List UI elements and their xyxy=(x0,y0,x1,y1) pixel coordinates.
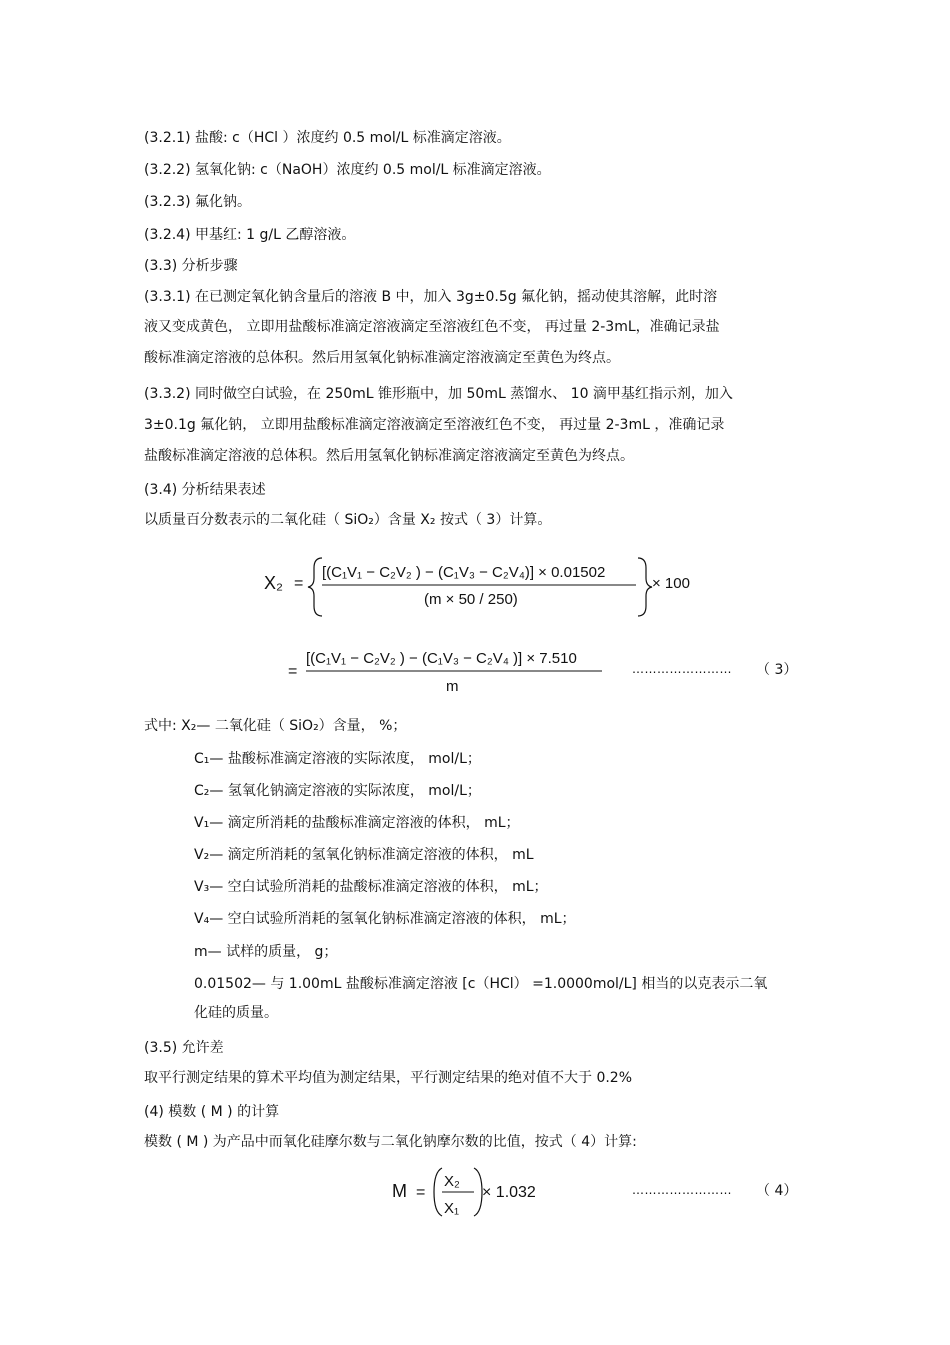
formula-equals: = xyxy=(294,575,304,592)
leader-dots: …………………… xyxy=(632,662,732,676)
formula-numerator: X₂ xyxy=(444,1173,460,1190)
definition-line: V₃— 空白试验所消耗的盐酸标准滴定溶液的体积， mL； xyxy=(194,879,548,895)
text-line: 液又变成黄色， 立即用盐酸标准滴定溶液滴定至溶液红色不变， 再过量 2-3mL，准确记录盐 xyxy=(144,319,720,335)
formula-lhs: X₂ xyxy=(264,573,283,593)
equation-number: （ 3） xyxy=(756,662,798,678)
text-line: 模数 ( M ) 为产品中而氧化硅摩尔数与二氧化钠摩尔数的比值，按式（ 4）计算: xyxy=(144,1134,637,1150)
formula-denominator: (m × 50 / 250) xyxy=(424,591,518,608)
definition-line: V₂— 滴定所消耗的氢氧化钠标准滴定溶液的体积， mL xyxy=(194,847,534,863)
text-line: 酸标准滴定溶液的总体积。然后用氢氧化钠标准滴定溶液滴定至黄色为终点。 xyxy=(144,350,620,366)
formula-denominator-2: m xyxy=(446,678,459,695)
section-heading: (3.4) 分析结果表述 xyxy=(144,482,266,498)
section-heading: (3.3) 分析步骤 xyxy=(144,258,238,274)
formula-numerator-2: [(C₁V₁ − C₂V₂ ) − (C₁V₃ − C₂V₄ )] × 7.510 xyxy=(306,650,577,667)
left-brace xyxy=(308,558,322,616)
right-paren xyxy=(474,1168,482,1216)
formula-equals-2: = xyxy=(288,663,298,680)
definition-line: m— 试样的质量， g； xyxy=(194,944,338,960)
formula-multiplier: × 100 xyxy=(652,575,690,592)
text-line: (3.2.3) 氟化钠。 xyxy=(144,194,251,210)
definition-line: V₄— 空白试验所消耗的氢氧化钠标准滴定溶液的体积， mL； xyxy=(194,911,576,927)
formula-multiplier: × 1.032 xyxy=(482,1184,536,1201)
section-heading: (3.5) 允许差 xyxy=(144,1040,224,1056)
text-line: 盐酸标准滴定溶液的总体积。然后用氢氧化钠标准滴定溶液滴定至黄色为终点。 xyxy=(144,448,634,464)
equation-number: （ 4） xyxy=(756,1183,798,1199)
formula-3 xyxy=(250,550,810,700)
definition-line: 0.01502— 与 1.00mL 盐酸标准滴定溶液 [c（HCl） =1.0000mol/L] 相当的以克表示二氧 xyxy=(194,976,768,992)
text-line: (3.3.1) 在已测定氧化钠含量后的溶液 B 中，加入 3g±0.5g 氟化钠，摇动使其溶解，此时溶 xyxy=(144,289,718,305)
definition-line: 式中: X₂— 二氧化硅（ SiO₂）含量， %； xyxy=(144,718,407,734)
text-line: 以质量百分数表示的二氧化硅（ SiO₂）含量 X₂ 按式（ 3）计算。 xyxy=(144,512,552,528)
definition-line: C₁— 盐酸标准滴定溶液的实际浓度， mol/L； xyxy=(194,751,481,767)
section-heading: (4) 模数 ( M ) 的计算 xyxy=(144,1104,280,1120)
text-line: (3.2.2) 氢氧化钠: c（NaOH）浓度约 0.5 mol/L 标准滴定溶液。 xyxy=(144,162,551,178)
formula-lhs: M xyxy=(392,1181,407,1201)
definition-line: 化硅的质量。 xyxy=(194,1005,278,1021)
definition-line: C₂— 氢氧化钠滴定溶液的实际浓度， mol/L； xyxy=(194,783,481,799)
text-line: (3.2.4) 甲基红: 1 g/L 乙醇溶液。 xyxy=(144,227,356,243)
right-brace xyxy=(638,558,652,616)
leader-dots: …………………… xyxy=(632,1183,732,1197)
definition-line: V₁— 滴定所消耗的盐酸标准滴定溶液的体积， mL； xyxy=(194,815,520,831)
formula-4 xyxy=(380,1162,580,1222)
text-line: (3.3.2) 同时做空白试验，在 250mL 锥形瓶中，加 50mL 蒸馏水、 10 滴甲基红指示剂，加入 xyxy=(144,386,733,402)
formula-denominator: X₁ xyxy=(444,1200,460,1217)
formula-equals: = xyxy=(416,1184,426,1201)
formula-numerator: [(C₁V₁ − C₂V₂ ) − (C₁V₃ − C₂V₄)] × 0.01502 xyxy=(322,564,606,581)
text-line: 取平行测定结果的算术平均值为测定结果，平行测定结果的绝对值不大于 0.2% xyxy=(144,1070,633,1086)
left-paren xyxy=(434,1168,442,1216)
text-line: (3.2.1) 盐酸: c（HCl ）浓度约 0.5 mol/L 标准滴定溶液。 xyxy=(144,130,511,146)
text-line: 3±0.1g 氟化钠， 立即用盐酸标准滴定溶液滴定至溶液红色不变， 再过量 2-3mL ，准确记录 xyxy=(144,417,725,433)
